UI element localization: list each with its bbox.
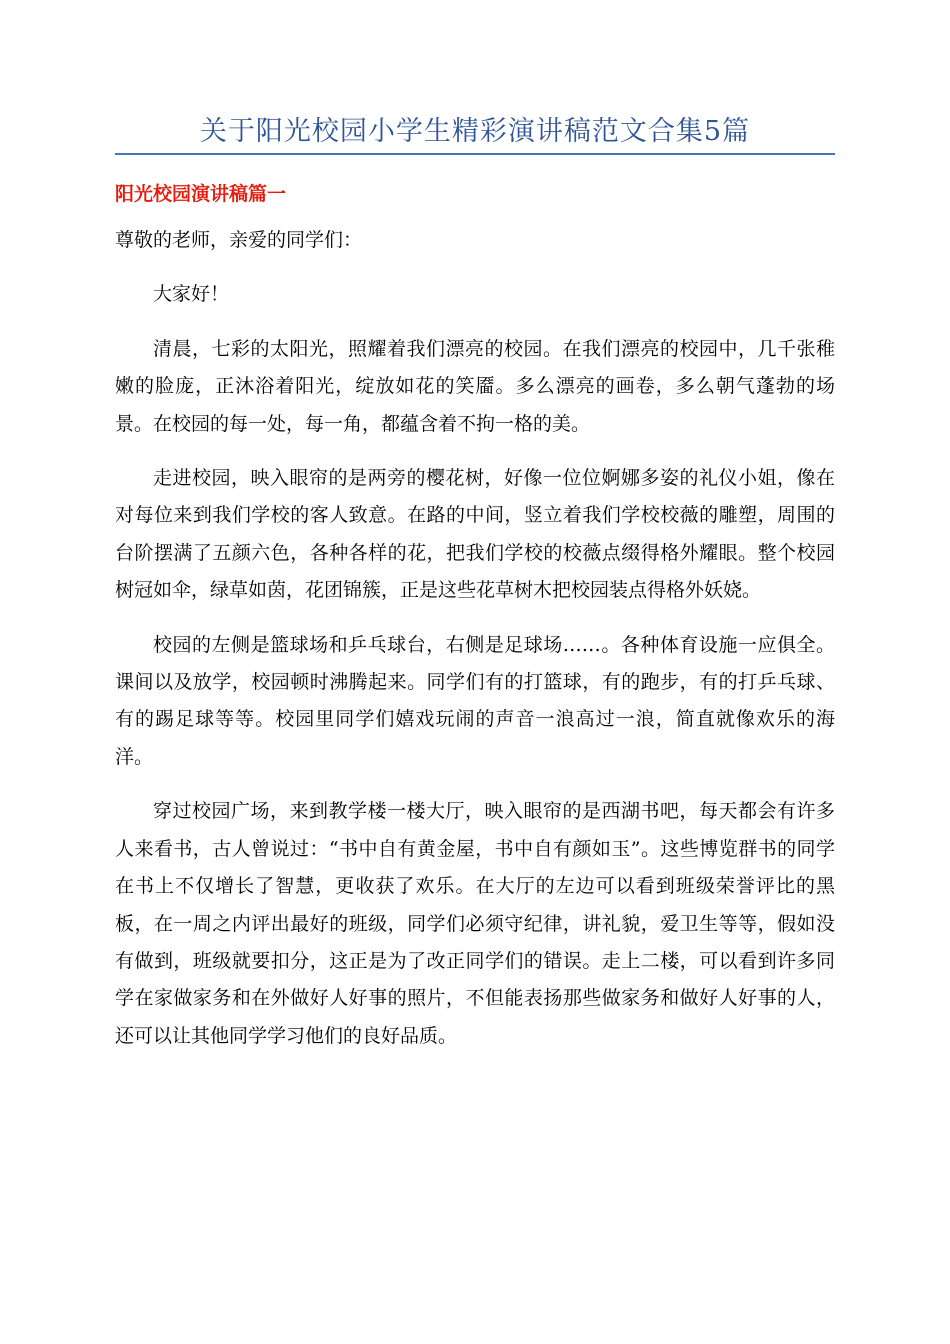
- paragraph-1: 清晨，七彩的太阳光，照耀着我们漂亮的校园。在我们漂亮的校园中，几千张稚嫩的脸庞，正沐浴着阳光，绽放如花的笑靥。多么漂亮的画卷，多么朝气蓬勃的场景。在校园的每一处，每一角，都蕴含着不拘一格的美。: [115, 337, 835, 435]
- paragraph-3: 校园的左侧是篮球场和乒乓球台，右侧是足球场……。各种体育设施一应俱全。课间以及放学，校园顿时沸腾起来。同学们有的打篮球，有的跑步，有的打乒乓球、有的踢足球等等。校园里同学们嬉戏玩闹的声音一浪高过一浪，简直就像欢乐的海洋。: [115, 633, 835, 768]
- paragraph-2: 走进校园，映入眼帘的是两旁的樱花树，好像一位位婀娜多姿的礼仪小姐，像在对每位来到我们学校的客人致意。在路的中间，竖立着我们学校校薇的雕塑，周围的台阶摆满了五颜六色，各种各样的花，把我们学校的校薇点缀得格外耀眼。整个校园树冠如伞，绿草如茵，花团锦簇，正是这些花草树木把校园装点得格外妖娆。: [115, 467, 835, 602]
- greeting: 大家好！: [153, 283, 230, 306]
- salutation: 尊敬的老师，亲爱的同学们：: [115, 229, 363, 251]
- document-title: 关于阳光校园小学生精彩演讲稿范文合集5篇: [199, 116, 751, 147]
- section-heading: 阳光校园演讲稿篇一: [115, 183, 287, 205]
- document-body: [115, 222, 835, 1072]
- title-underline: [115, 153, 835, 155]
- paragraph-4: 穿过校园广场，来到教学楼一楼大厅，映入眼帘的是西湖书吧，每天都会有许多人来看书，古人曾说过：“书中自有黄金屋，书中自有颜如玉”。这些博览群书的同学在书上不仅增长了智慧，更收获了欢乐。在大厅的左边可以看到班级荣誉评比的黑板，在一周之内评出最好的班级，同学们必须守纪律，讲礼貌，爱卫生等等，假如没有做到，班级就要扣分，这正是为了改正同学们的错误。走上二楼，可以看到许多同学在家做家务和在外做好人好事的照片，不但能表扬那些做家务和做好人好事的人，还可以让其他同学学习他们的良好品质。: [115, 800, 835, 1047]
